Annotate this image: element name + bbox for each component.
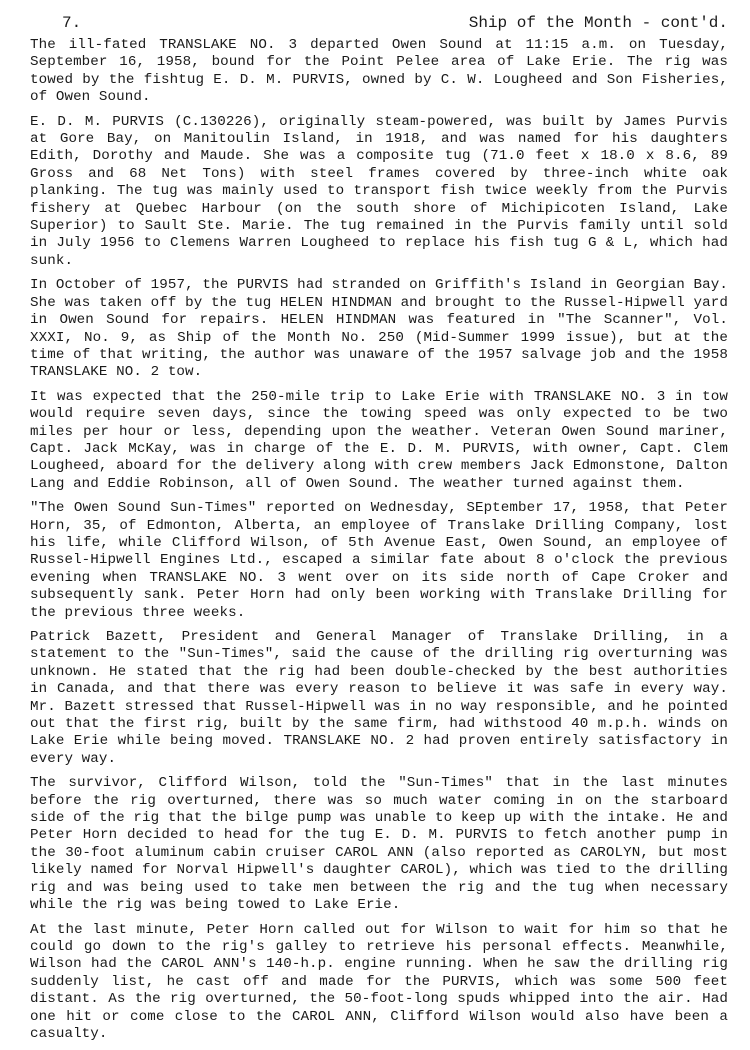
paragraph-trip-crew: It was expected that the 250-mile trip to Lake Erie with TRANSLAKE NO. 3 in tow would require seven days, since the towing speed was only expected to be two miles per hour or less, depending upon the weather. Veteran Owen Sound mariner, Capt. Jack McKay, was in charge of the E. D. M. PURVIS, with owner, Capt. Clem Lougheed, aboard for the delivery along with crew members Jack Edmonstone, Dalton Lang and Eddie Robinson, all of Owen Sound. The weather turned against them. bbox=[30, 388, 728, 492]
paragraph-purvis-history: E. D. M. PURVIS (C.130226), originally steam-powered, was built by James Purvis at Gore Bay, on Manitoulin Island, in 1918, and was named for his daughters Edith, Dorothy and Maude. She was a composite tug (71.0 feet x 18.0 x 8.6, 89 Gross and 68 Net Tons) with steel frames covered by three-inch white oak planking. The tug was mainly used to transport fish twice weekly from the Purvis fishery at Quebec Harbour (on the south shore of Michipicoten Island, Lake Superior) to Sault Ste. Marie. The tug remained in the Purvis family until sold in July 1956 to Clemens Warren Lougheed to replace his fish tug G & L, which had sunk. bbox=[30, 113, 728, 269]
paragraph-bazett-statement: Patrick Bazett, President and General Manager of Translake Drilling, in a statement to the "Sun-Times", said the cause of the drilling rig overturning was unknown. He stated that the rig had been double-checked by the best authorities in Canada, and that there was every reason to believe it was safe in every way. Mr. Bazett stressed that Russel-Hipwell was in no way responsible, and he pointed out that the first rig, built by the same firm, had withstood 40 m.p.h. winds on Lake Erie while being moved. TRANSLAKE NO. 2 had proven entirely satisfactory in every way. bbox=[30, 629, 728, 767]
paragraph-1957-stranding: In October of 1957, the PURVIS had stranded on Griffith's Island in Georgian Bay. She was taken off by the tug HELEN HINDMAN and brought to the Russel-Hipwell yard in Owen Sound for repairs. HELEN HINDMAN was featured in "The Scanner", Vol. XXXI, No. 9, as Ship of the Month No. 250 (Mid-Summer 1999 issue), but at the time of that writing, the author was unaware of the 1957 salvage job and the 1958 TRANSLAKE NO. 2 tow. bbox=[30, 277, 728, 381]
paragraph-departure: The ill-fated TRANSLAKE NO. 3 departed Owen Sound at 11:15 a.m. on Tuesday, September 16, 1958, bound for the Point Pelee area of Lake Erie. The rig was towed by the fishtug E. D. M. PURVIS, owned by C. W. Lougheed and Son Fisheries, of Owen Sound. bbox=[30, 37, 728, 106]
article-body bbox=[30, 37, 728, 1050]
page-number: 7. bbox=[62, 14, 82, 32]
page-header bbox=[30, 12, 728, 34]
running-title: Ship of the Month - cont'd. bbox=[468, 14, 728, 32]
paragraph-last-minute: At the last minute, Peter Horn called out for Wilson to wait for him so that he could go down to the rig's galley to retrieve his personal effects. Meanwhile, Wilson had the CAROL ANN's 140-h.p. engine running. When he saw the drilling rig suddenly list, he cast off and made for the PURVIS, which was some 500 feet distant. As the rig overturned, the 50-foot-long spuds whipped into the air. Had one hit or come close to the CAROL ANN, Clifford Wilson would also have been a casualty. bbox=[30, 921, 728, 1042]
paragraph-survivor-account: The survivor, Clifford Wilson, told the "Sun-Times" that in the last minutes before the rig overturned, there was so much water coming in on the starboard side of the rig that the bilge pump was unable to keep up with the intake. He and Peter Horn decided to head for the tug E. D. M. PURVIS to fetch another pump in the 30-foot aluminum cabin cruiser CAROL ANN (also reported as CAROLYN, but most likely named for Norval Hipwell's daughter CAROL), which was tied to the drilling rig and was being used to take men between the rig and the tug when necessary while the rig was being towed to Lake Erie. bbox=[30, 775, 728, 914]
paragraph-sun-times-report: "The Owen Sound Sun-Times" reported on Wednesday, SEptember 17, 1958, that Peter Horn, 35, of Edmonton, Alberta, an employee of Translake Drilling Company, lost his life, while Clifford Wilson, of 5th Avenue East, Owen Sound, an employee of Russel-Hipwell Engines Ltd., escaped a similar fate about 8 o'clock the previous evening when TRANSLAKE NO. 3 went over on its side north of Cape Croker and subsequently sank. Peter Horn had only been working with Translake Drilling for the previous three weeks. bbox=[30, 500, 728, 621]
